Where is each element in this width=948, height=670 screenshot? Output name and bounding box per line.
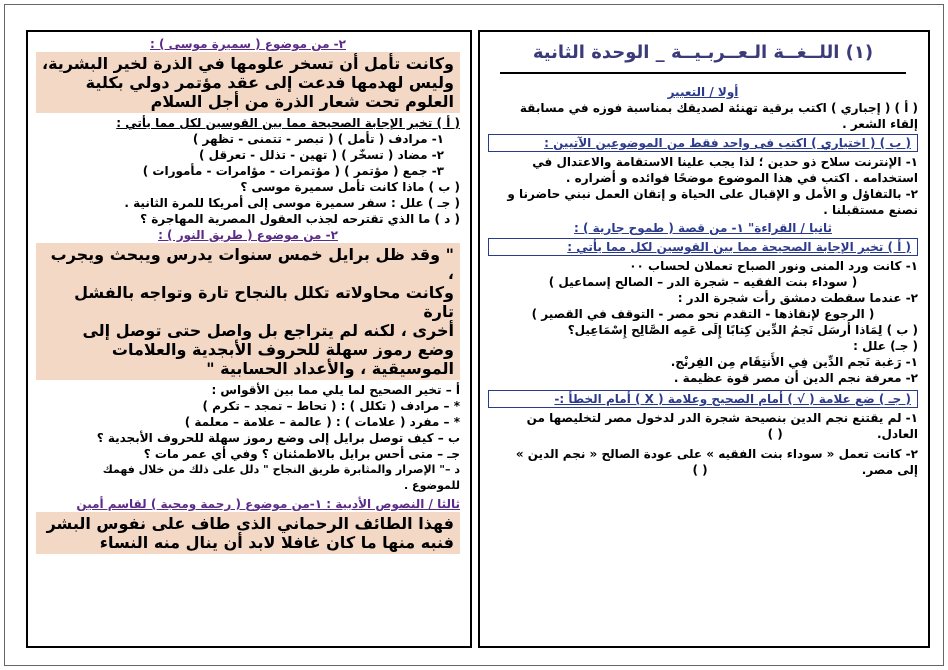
reading-d2-cont (488, 462, 918, 478)
braille-item: جـ – متى أحس برايل بالاطمئنان ؟ وفي أي عمر مات ؟ (143, 447, 460, 461)
reading-d2: ٢- كانت تعمل « سوداء بنت الفقيه » على عودة الصالح « نجم الدين » (515, 447, 918, 461)
braille-item: * – مفرد ( علامات ) : ( عالمة – علامة – معلمة ) (184, 415, 460, 429)
reading-b: ( ب ) لِمَاذا أَرسَل نَجمُ الدِّين كِتابًا إِلَى عَمِه الصَّالِح إِسْمَاعِيل؟ (567, 323, 918, 337)
reading-c: ( جـ) علل : (853, 339, 918, 353)
topic3-heading: ٢- من موضوع ( طريق النور ) : (158, 228, 338, 242)
passage-braille-line: أخرى ، لكنه لم يتراجع بل واصل حتى توصل إلى (82, 321, 454, 340)
question-b1-cont: استخدامه . اكتب في هذا الموضوع موضحًا فوائده و أضراره . (565, 171, 918, 185)
passage-rahma-line: فنبه منها ما كان غافلا لابد أن ينال منه النساء (99, 533, 454, 552)
braille-item: * – مرادف ( تكلل ) : ( تحاط – تمجد – تكرم ) (202, 399, 460, 413)
title-divider (500, 72, 906, 74)
passage-braille (36, 243, 460, 380)
passage-rahma (36, 512, 460, 554)
samira-item: ١- مرادف ( تأمل ) ( تبصر - تتمنى - تظهر ) (192, 132, 444, 146)
braille-item: ب – كيف توصل برايل إلى وضع رموز سهلة للحروف الأبجدية ؟ (96, 431, 460, 445)
samira-item: ( ب ) ماذا كانت تأمل سميرة موسى ؟ (240, 180, 460, 194)
samira-item: ٣- جمع ( مؤتمر ) ( مؤتمرات - مؤامرات - مأمورات ) (142, 164, 444, 178)
reading-d2-answer-blank: ( ) (692, 463, 708, 477)
passage-braille-line: الموسيقية ، والأعداد الحسابية " (206, 359, 454, 378)
reading-a-heading: ( أ ) تخير الإجابة الصحيحة مما بين القوسين لكل مما يأتي : (488, 238, 918, 256)
section3-heading: ثالثا / النصوص الأدبية : ١-من موضوع ( رحمة ومحبة ) لقاسم أمين (76, 497, 460, 511)
braille-item: للموضوع . (404, 479, 460, 492)
section2-heading: ثانيا / القراءة" ١- من قصة ( طموح جارية ) : (573, 221, 833, 235)
question-b2-cont: نصنع مستقبلنا . (823, 203, 918, 217)
reading-d1-cont (488, 426, 918, 442)
topic2-heading: ٢- من موضوع ( سميرة موسى ) : (149, 37, 346, 51)
reading-c1: ١- رَغبة نَجم الدِّين فِي الأَنتِقَام مِن الفِرنْج. (670, 355, 918, 369)
passage-samira-line: العلوم تحت شعار الذرة من أجل السلام (150, 92, 454, 111)
left-column (26, 30, 472, 648)
passage-braille-line: وضع رموز سهلة للحروف الأبجدية والعلامات (111, 340, 454, 359)
samira-item: ( جـ ) علل : سفر سميرة موسى إلى أمريكا للمرة الثانية . (124, 196, 460, 210)
reading-a2: ٢- عندما سقطت دمشق رأت شجرة الدر : (677, 291, 918, 305)
passage-braille-line: " وقد ظل برايل خمس سنوات يدرس ويبحث ويجرب ، (50, 245, 454, 283)
section1-heading: أولا / التعبير (667, 85, 739, 99)
reading-d2-tail: إلى مصر. (861, 463, 918, 477)
reading-a1: ١- كانت ورد المنى ونور الصباح تعملان لحساب ٠٠ (629, 259, 918, 273)
samira-a-heading: ( أ ) تخير الإجابة الصحيحة مما بين القوسين لكل مما يأتي : (116, 116, 460, 130)
reading-d1-answer-blank: ( ) (767, 427, 783, 441)
reading-a1-options: ( سوداء بنت الفقيه – شجرة الدر – الصالح إسماعيل ) (548, 275, 858, 289)
question-a: ( أ ) ( إجباري ) اكتب برقية تهنئة لصديقك بمناسبة فوزه في مسابقة (519, 101, 918, 115)
page-title: (١) اللــغــة الـعــربـيــة _ الوحدة الثانية (532, 42, 874, 63)
samira-item: ٢- مضاد ( تسخّر ) ( تهين - تذلل - تعرقل ) (198, 148, 444, 162)
samira-item: ( د ) ما الذي تقترحه لجذب العقول المصرية المهاجرة ؟ (140, 212, 460, 226)
passage-samira (36, 52, 460, 113)
braille-item: أ – تخير الصحيح لما يلي مما بين الأقواس : (211, 383, 460, 397)
reading-a2-options: ( الرجوع لإنقاذها - التقدم نحو مصر - التوقف في القصير ) (531, 307, 875, 321)
right-column (478, 30, 930, 648)
question-b1: ١- الإنترنت سلاح ذو حدين ؛ لذا يجب علينا الاستقامة والاعتدال في (532, 155, 918, 169)
passage-samira-line: وكانت تأمل أن تسخر علومها في الذرة لخير البشرية، (42, 54, 454, 73)
reading-d1-tail: العادل. (876, 427, 918, 441)
braille-item: د –" الإصرار والمثابرة طريق النجاح " دلل على ذلك من خلال فهمك (102, 463, 460, 476)
reading-d1: ١- لم يقتنع نجم الدين بنصيحة شجرة الدر لدخول مصر لتخليصها من (526, 411, 918, 425)
question-b2: ٢- بالتفاؤل و الأمل و الإقبال على الحياة و إتقان العمل نبني حاضرنا و (507, 187, 918, 201)
question-a-cont: إلقاء الشعر . (842, 117, 918, 131)
question-b-heading: ( ب ) ( اختياري ) اكتب فى واحد فقط من الموضوعين الآتيين : (488, 134, 918, 152)
reading-c2: ٢- معرفة نجم الدين أن مصر قوة عظيمة . (673, 371, 918, 385)
passage-braille-line: وكانت محاولاته تكلل بالنجاح تارة وتواجه بالفشل تارة (74, 283, 454, 321)
reading-d-heading: ( جـ ) ضع علامة ( √ ) أمام الصحيح وعلامة ( X ) أمام الخطأ :- (488, 390, 918, 408)
passage-samira-line: وليس لهدمها فدعت إلى عقد مؤتمر دولي بكلية (85, 73, 454, 92)
passage-rahma-line: فهذا الطائف الرحماني الذى طاف على نفوس البشر (46, 514, 454, 533)
